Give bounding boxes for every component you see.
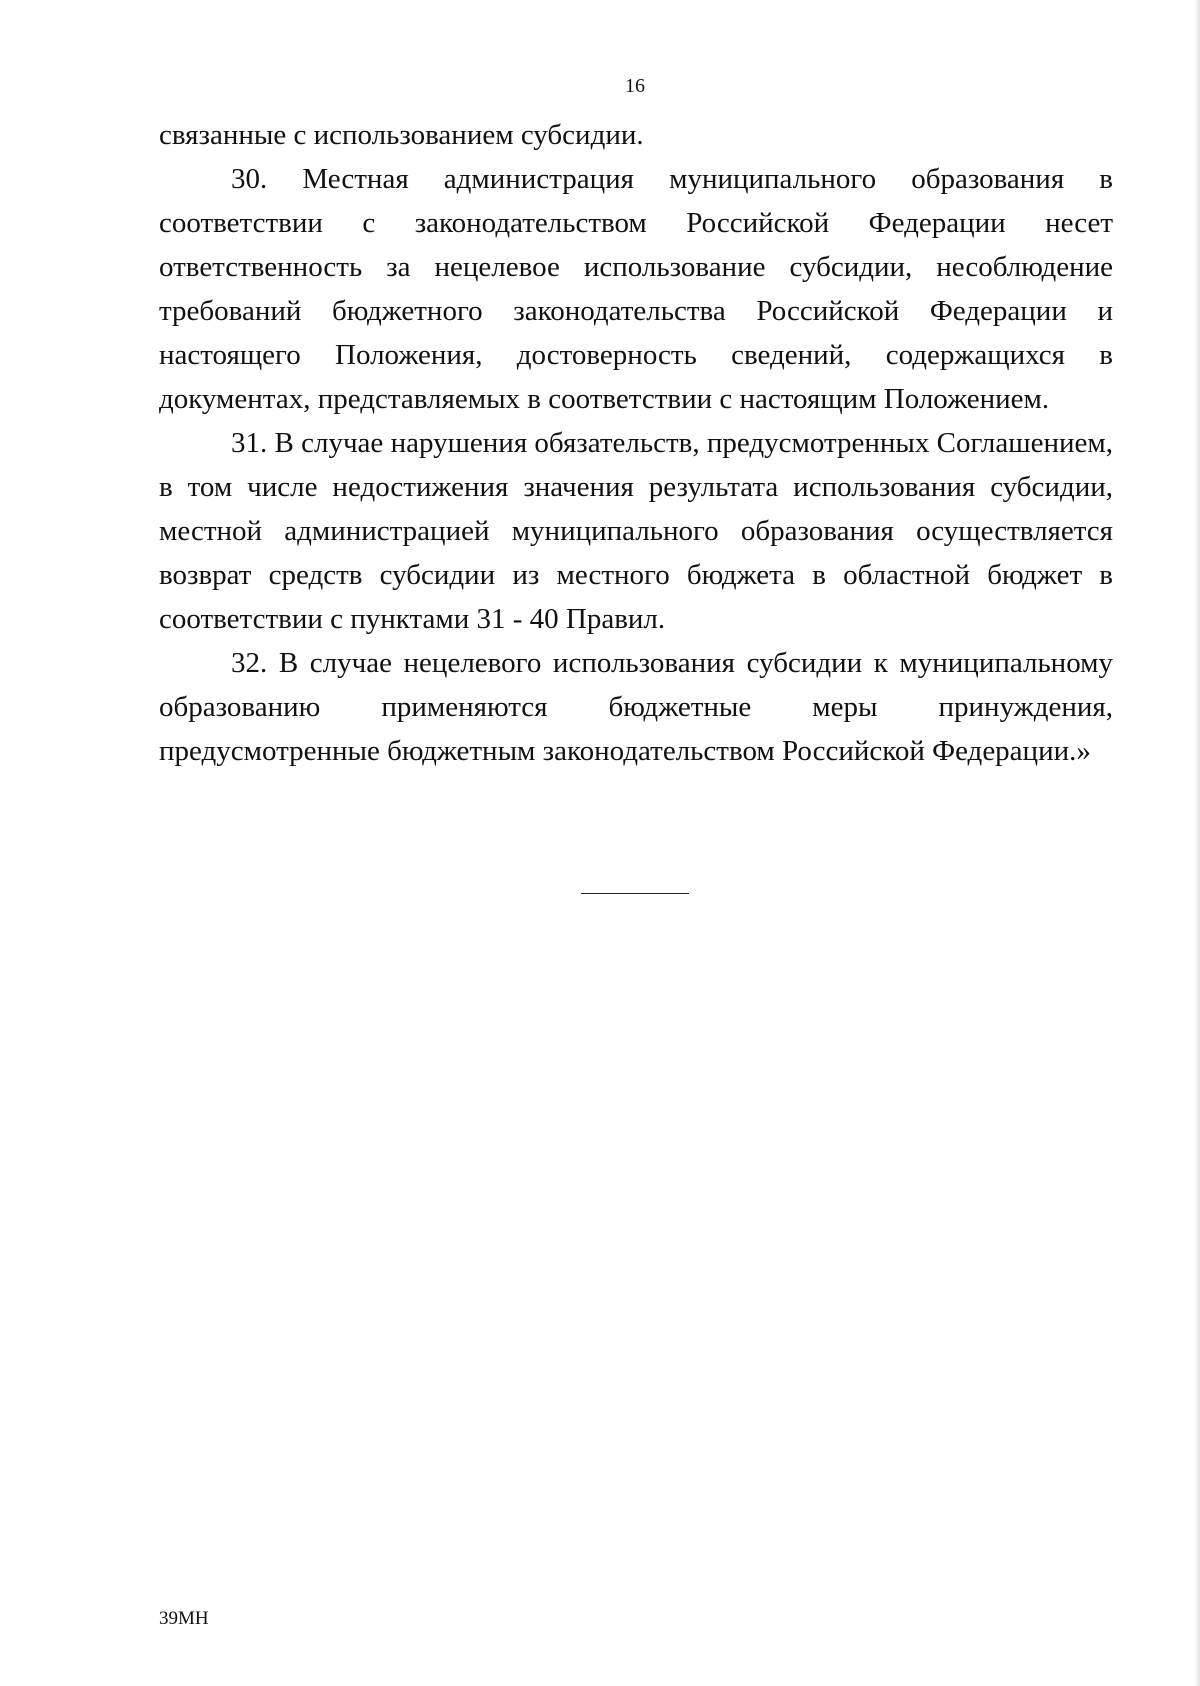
paragraph-continuation: связанные с использованием субсидии. bbox=[159, 119, 644, 151]
end-of-document-rule bbox=[581, 893, 689, 894]
page-number: 16 bbox=[625, 75, 645, 97]
page-edge bbox=[1194, 0, 1200, 1686]
paragraph-32: 32. В случае нецелевого использования субсидии к муниципальному образованию применяются бюджетные меры принуждения, предусмотренные бюджетным законодательством Российской Федерации.» bbox=[159, 647, 1113, 767]
document-body bbox=[159, 113, 1113, 773]
paragraph-31: 31. В случае нарушения обязательств, предусмотренных Соглашением, в том числе недостижения значения результата использования субсидии, местной администрацией муниципального образования осуществляется возврат средств субсидии из местного бюджета в областной бюджет в соответствии с пунктами 31 - 40 Правил. bbox=[159, 427, 1113, 635]
paragraph-30: 30. Местная администрация муниципального образования в соответствии с законодательством Российской Федерации несет ответственность за нецелевое использование субсидии, несоблюдение требований бюджетного законодательства Российской Федерации и настоящего Положения, достоверность сведений, содержащихся в документах, представляемых в соответствии с настоящим Положением. bbox=[159, 163, 1113, 415]
footer-document-code: 39МН bbox=[159, 1608, 209, 1629]
